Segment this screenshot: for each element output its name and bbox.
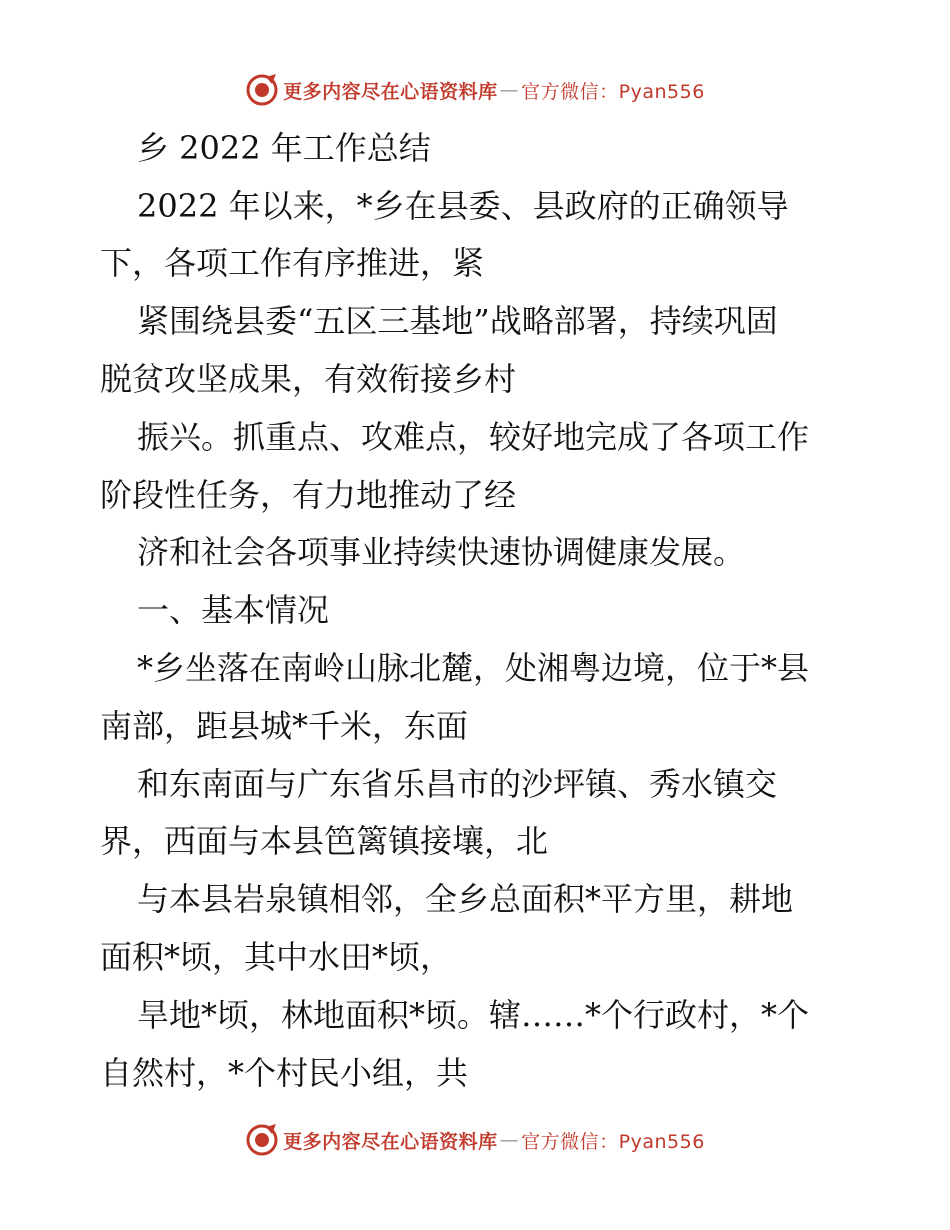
watermark-wechat: 官方微信：Pyan556 [521, 80, 705, 103]
text-line: 面积*顷，其中水田*顷， [100, 938, 453, 976]
quill-logo-icon [245, 1123, 279, 1157]
text-line: 阶段性任务，有力地推动了经 [100, 476, 517, 514]
text-line: 与本县岩泉镇相邻，全乡总面积*平方里，耕地 [137, 880, 794, 918]
document-title: 乡 2022 年工作总结 [137, 129, 431, 167]
text-line: *乡坐落在南岭山脉北麓，处湘粤边境，位于*县 [137, 649, 810, 687]
text-line: 济和社会各项事业持续快速协调健康发展。 [137, 533, 746, 571]
text-line: 和东南面与广东省乐昌市的沙坪镇、秀水镇交 [137, 765, 778, 803]
text-line: 2022 年以来，*乡在县委、县政府的正确领导 [137, 187, 789, 225]
text-line: 界，西面与本县笆篱镇接壤，北 [100, 822, 549, 860]
watermark-separator: — [499, 1129, 520, 1151]
text-line: 紧围绕县委“五区三基地”战略部署，持续巩固 [137, 302, 778, 340]
watermark-separator: — [499, 79, 520, 101]
text-line: 旱地*顷，林地面积*顷。辖……*个行政村，*个 [137, 996, 810, 1034]
text-line: 自然村，*个村民小组，共 [100, 1054, 469, 1092]
text-line: 脱贫攻坚成果，有效衔接乡村 [100, 360, 517, 398]
watermark-text: 更多内容尽在心语资料库 [283, 80, 498, 103]
watermark-text: 更多内容尽在心语资料库 [283, 1130, 498, 1153]
text-line: 南部，距县城*千米，东面 [100, 707, 469, 745]
watermark-wechat: 官方微信：Pyan556 [521, 1130, 705, 1153]
watermark-footer [0, 1120, 950, 1160]
section-heading: 一、基本情况 [137, 591, 330, 629]
text-line: 振兴。抓重点、攻难点，较好地完成了各项工作 [137, 418, 810, 456]
text-line: 下，各项工作有序推进，紧 [100, 244, 485, 282]
